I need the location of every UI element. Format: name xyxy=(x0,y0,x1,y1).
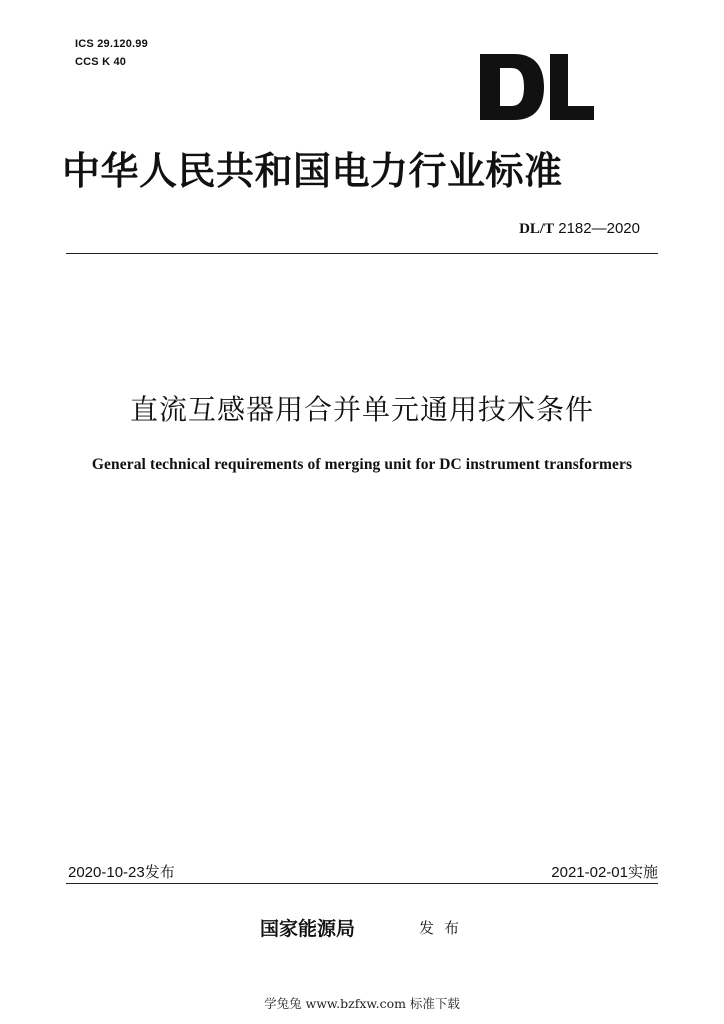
footer-watermark: 学兔兔 www.bzfxw.com 标准下载 xyxy=(264,996,460,1011)
standard-number-value: 2182—2020 xyxy=(558,220,640,237)
standard-number xyxy=(519,220,640,238)
publish-label: 发布 xyxy=(419,919,470,937)
title-chinese: 直流互感器用合并单元通用技术条件 xyxy=(129,393,594,426)
bottom-divider xyxy=(66,883,658,884)
issue-date: 2020-10-23发布 xyxy=(68,864,175,881)
organization-title: 中华人民共和国电力行业标准 xyxy=(62,148,563,193)
implementation-date: 2021-02-01实施 xyxy=(551,864,658,881)
ics-code: ICS 29.120.99 xyxy=(75,38,148,50)
title-english: General technical requirements of merging unit for DC instrument transformers xyxy=(91,456,633,473)
standard-prefix: DL/T xyxy=(519,221,555,237)
top-divider xyxy=(66,253,658,254)
dl-logo xyxy=(478,52,596,122)
publisher-name: 国家能源局 xyxy=(260,918,356,940)
ccs-code: CCS K 40 xyxy=(75,56,127,68)
